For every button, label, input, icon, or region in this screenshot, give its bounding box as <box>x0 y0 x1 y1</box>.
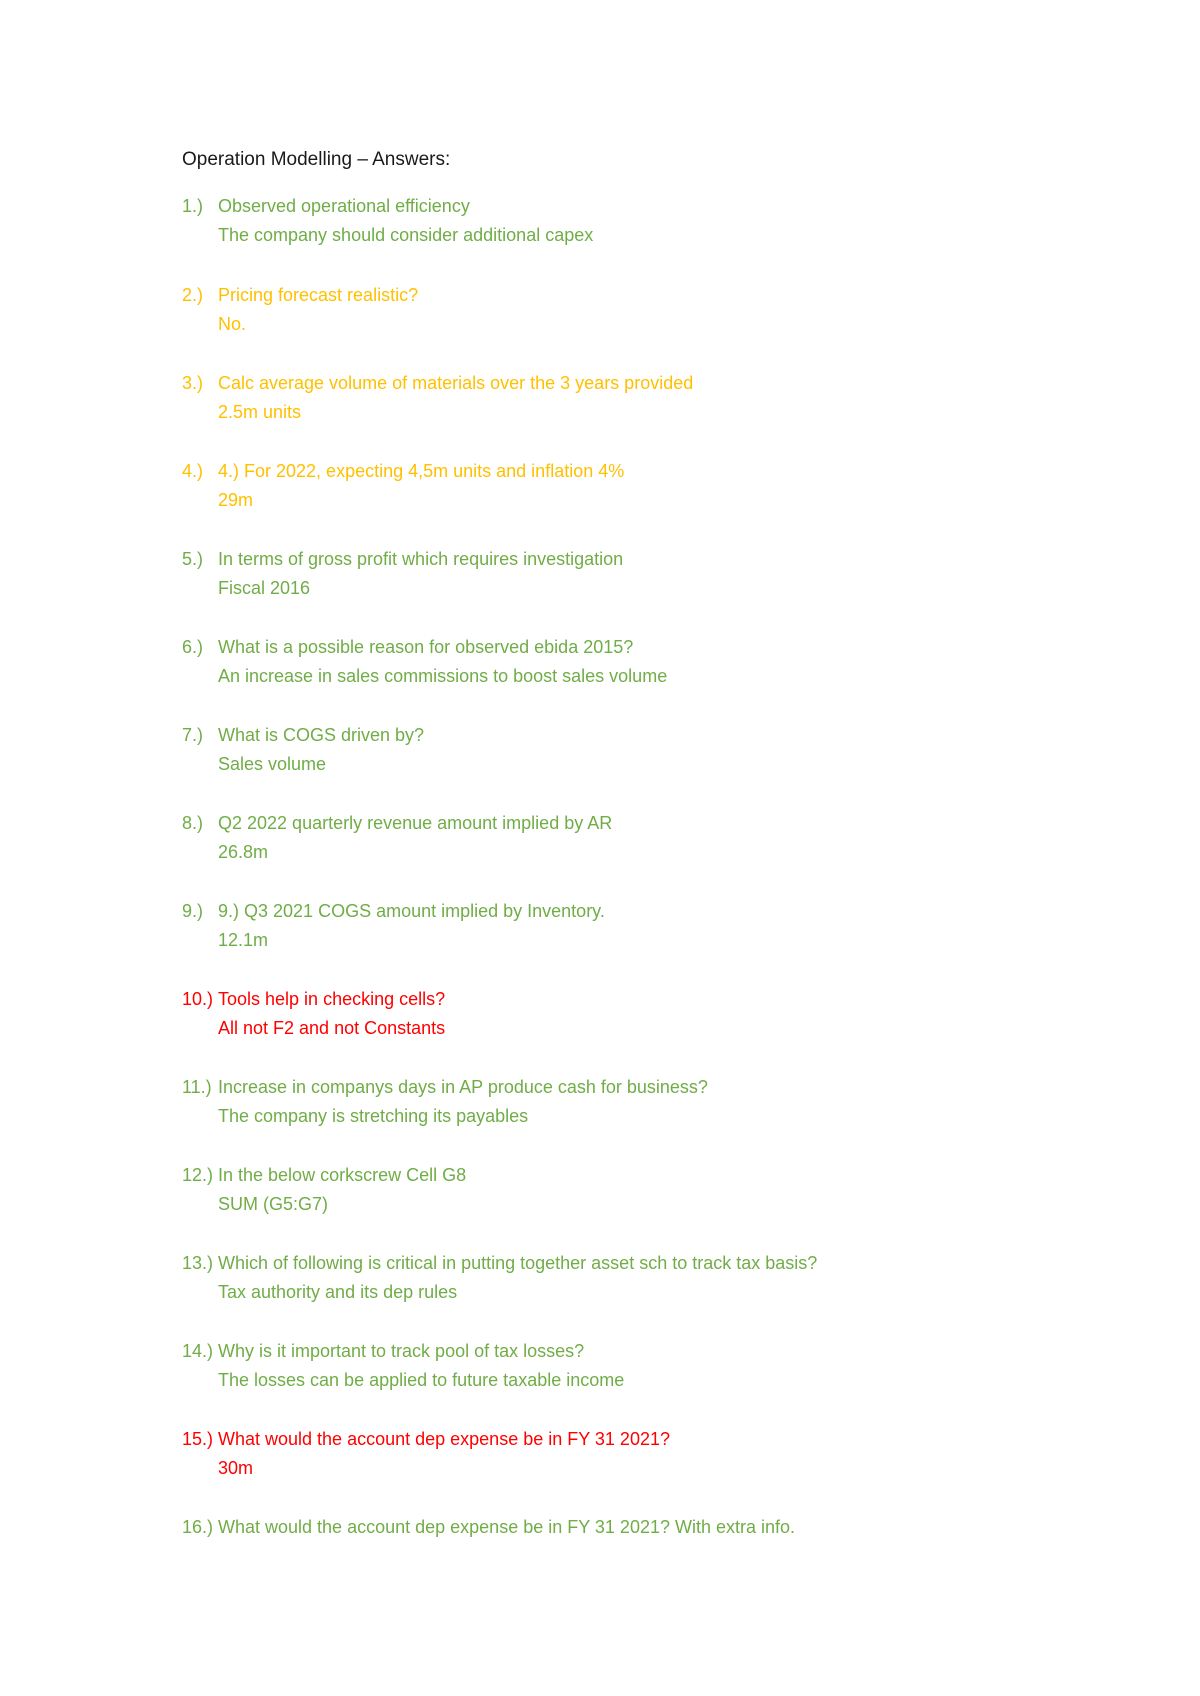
qa-item-3 <box>182 369 1082 427</box>
qa-item-2 <box>182 281 1082 339</box>
page-title: Operation Modelling – Answers: <box>182 149 451 170</box>
qa-item-5 <box>182 545 1082 603</box>
item-answer: 26.8m <box>218 842 269 862</box>
item-answer: The company is stretching its payables <box>218 1106 529 1126</box>
item-number: 12.) <box>182 1165 214 1185</box>
item-question: Calc average volume of materials over the 3 years provided <box>218 373 694 393</box>
item-question: 9.) Q3 2021 COGS amount implied by Inventory. <box>218 901 605 921</box>
qa-item-9 <box>182 897 1082 955</box>
item-answer: 30m <box>218 1458 254 1478</box>
item-question: What is COGS driven by? <box>218 725 425 745</box>
item-question: In terms of gross profit which requires investigation <box>218 549 624 569</box>
qa-item-7 <box>182 721 1082 779</box>
item-question: What is a possible reason for observed ebida 2015? <box>218 637 634 657</box>
item-number: 8.) <box>182 813 204 833</box>
item-question: 4.) For 2022, expecting 4,5m units and inflation 4% <box>218 461 625 481</box>
item-question: Increase in companys days in AP produce cash for business? <box>218 1077 708 1097</box>
qa-item-11 <box>182 1073 1082 1131</box>
item-answer: No. <box>218 314 247 334</box>
qa-item-12 <box>182 1161 1082 1219</box>
item-number: 4.) <box>182 461 204 481</box>
item-question: Why is it important to track pool of tax losses? <box>218 1341 585 1361</box>
item-number: 1.) <box>182 196 204 216</box>
item-answer: 12.1m <box>218 930 269 950</box>
qa-item-14 <box>182 1337 1082 1395</box>
item-number: 13.) <box>182 1253 214 1273</box>
item-question: Q2 2022 quarterly revenue amount implied by AR <box>218 813 613 833</box>
qa-item-15 <box>182 1425 1082 1483</box>
qa-item-13 <box>182 1249 1082 1307</box>
qa-item-8 <box>182 809 1082 867</box>
item-number: 6.) <box>182 637 204 657</box>
item-number: 2.) <box>182 285 204 305</box>
item-number: 5.) <box>182 549 204 569</box>
qa-item-10 <box>182 985 1082 1043</box>
item-number: 10.) <box>182 989 214 1009</box>
qa-item-1 <box>182 192 1082 250</box>
item-answer: 2.5m units <box>218 402 302 422</box>
item-number: 15.) <box>182 1429 214 1449</box>
qa-item-4 <box>182 457 1082 515</box>
item-answer: 29m <box>218 490 254 510</box>
item-answer: An increase in sales commissions to boost sales volume <box>218 666 668 686</box>
item-number: 7.) <box>182 725 204 745</box>
qa-item-6 <box>182 633 1082 691</box>
item-question: What would the account dep expense be in FY 31 2021? With extra info. <box>218 1517 796 1537</box>
item-number: 9.) <box>182 901 204 921</box>
item-question: Tools help in checking cells? <box>218 989 446 1009</box>
item-question: In the below corkscrew Cell G8 <box>218 1165 467 1185</box>
qa-item-16 <box>182 1513 1082 1542</box>
item-answer: The losses can be applied to future taxable income <box>218 1370 625 1390</box>
item-question: Which of following is critical in putting together asset sch to track tax basis? <box>218 1253 818 1273</box>
item-answer: Fiscal 2016 <box>218 578 311 598</box>
item-answer: Tax authority and its dep rules <box>218 1282 458 1302</box>
item-number: 14.) <box>182 1341 214 1361</box>
item-question: Observed operational efficiency <box>218 196 470 216</box>
item-number: 16.) <box>182 1517 214 1537</box>
item-answer: Sales volume <box>218 754 327 774</box>
item-answer: The company should consider additional capex <box>218 225 594 245</box>
item-answer: All not F2 and not Constants <box>218 1018 446 1038</box>
item-question: What would the account dep expense be in FY 31 2021? <box>218 1429 670 1449</box>
item-answer: SUM (G5:G7) <box>218 1194 329 1214</box>
item-number: 3.) <box>182 373 204 393</box>
item-question: Pricing forecast realistic? <box>218 285 419 305</box>
item-number: 11.) <box>182 1077 212 1097</box>
